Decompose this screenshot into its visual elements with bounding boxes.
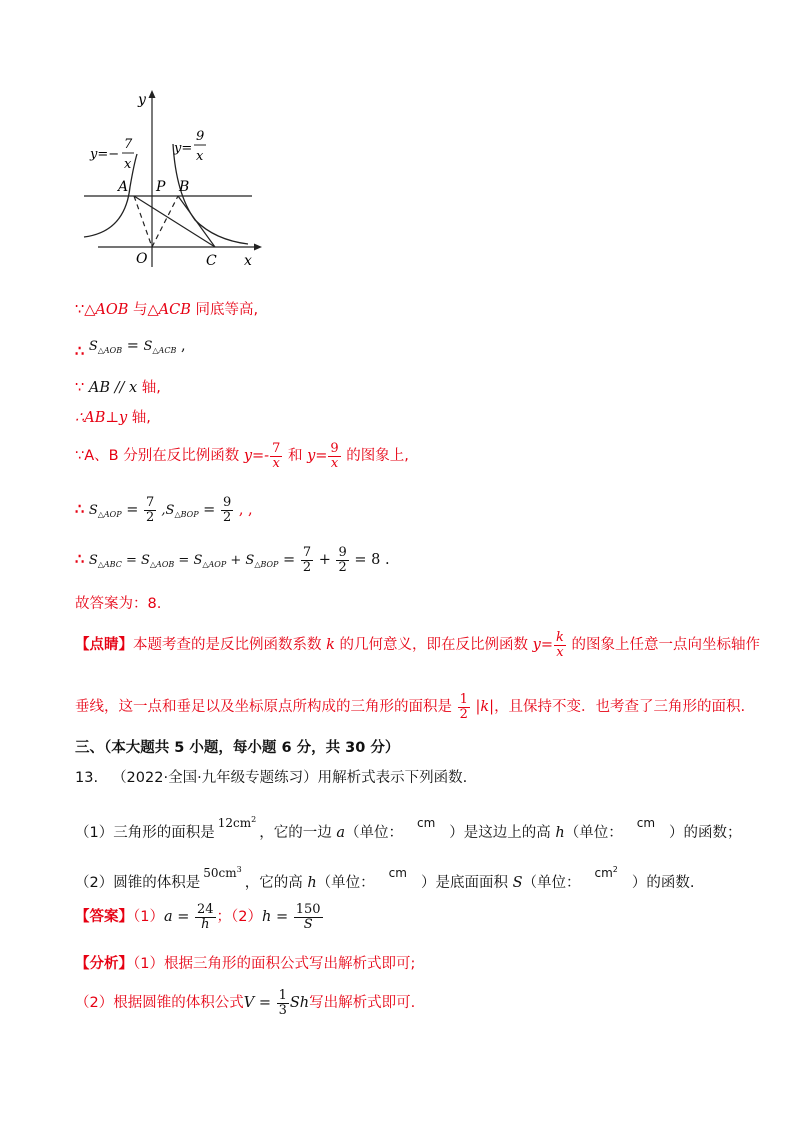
- exponent: 2: [251, 815, 257, 824]
- solution-line-1: [75, 300, 258, 320]
- answer-line: [75, 900, 324, 934]
- section-heading: 三、（本大题共 5 小题，每小题 6 分，共 30 分）: [75, 740, 400, 756]
- frac-denominator: 2: [459, 706, 468, 722]
- perpendicular-statement: ∴AB⊥y: [75, 410, 128, 426]
- exponent: 2: [612, 865, 618, 874]
- area-subscript: △ABC: [97, 560, 122, 569]
- comment-line-1: [75, 628, 760, 662]
- solution-line-4: [75, 408, 151, 428]
- because-symbol: ∵: [75, 302, 85, 318]
- function-lhs: y=: [307, 448, 328, 464]
- therefore-symbol: ∴: [75, 343, 85, 360]
- area-symbol: = S: [121, 553, 150, 568]
- label-a: A: [118, 179, 129, 195]
- part-text: ）的函数；: [669, 825, 742, 841]
- plus-sign: +: [314, 552, 336, 568]
- area-symbol: ,S: [157, 503, 175, 518]
- left-func-num: 7: [124, 137, 133, 152]
- question-13-title: [75, 768, 467, 788]
- part-text: （单位：: [564, 825, 623, 841]
- frac-denominator: x: [272, 455, 280, 471]
- abs-k: |k|: [470, 699, 495, 715]
- part-label: （1）: [133, 909, 164, 925]
- variable-h: h: [307, 875, 317, 891]
- line-end-text: , ,: [234, 502, 253, 518]
- line-end-text: 的图象上,: [341, 448, 409, 464]
- comment-text: 的几何意义，即在反比例函数: [334, 637, 533, 653]
- part-text: ）是这边上的高: [449, 825, 556, 841]
- label-p: P: [156, 179, 166, 195]
- analysis-line-1: [75, 954, 415, 974]
- y-axis-arrow: [149, 90, 156, 98]
- area-subscript: △AOB: [97, 346, 123, 355]
- frac-denominator: x: [330, 455, 339, 471]
- formula-rhs: Sh: [289, 995, 310, 1011]
- frac-denominator: 2: [338, 559, 347, 575]
- therefore-symbol: ∴: [75, 551, 85, 568]
- answer-lhs: a =: [163, 909, 194, 925]
- equals-sign: =: [122, 338, 144, 354]
- axis-text: 轴,: [141, 380, 161, 396]
- frac-denominator: h: [201, 916, 210, 932]
- analysis-text: （1）根据三角形的面积公式写出解析式即可;: [133, 956, 416, 972]
- triangle-acb: ACB: [158, 302, 191, 318]
- question-source: （2022·全国·九年级专题练习）用解析式表示下列函数.: [112, 770, 468, 786]
- right-func-den: x: [196, 149, 204, 164]
- area-subscript: △ACB: [152, 346, 177, 355]
- answer-lhs: h =: [262, 909, 293, 925]
- part-text: ，它的一边: [259, 825, 337, 841]
- frac-numerator: 9: [338, 544, 347, 560]
- unit-label: cm: [636, 816, 656, 830]
- equals-sign: =: [121, 502, 143, 518]
- final-answer: 故答案为：8.: [75, 596, 162, 612]
- comment-tag: 【点睛】: [75, 637, 133, 653]
- function-lhs: y=-: [243, 448, 270, 464]
- part-label: ；（2）: [216, 909, 263, 925]
- variable-h: h: [555, 825, 565, 841]
- frac-denominator: 2: [222, 509, 232, 525]
- part-text: （单位：: [344, 825, 403, 841]
- solution-line-5: [75, 440, 409, 472]
- label-c: C: [206, 253, 217, 269]
- part-text: ）的函数.: [631, 875, 695, 891]
- result-value: = 8 .: [349, 552, 390, 568]
- analysis-line-2: [75, 986, 415, 1020]
- function-lhs: y=: [532, 637, 553, 653]
- x-axis-arrow: [254, 244, 262, 251]
- unit-label: cm: [416, 816, 436, 830]
- comment-line-2: [75, 690, 745, 724]
- triangle-aob: △AOB: [84, 302, 129, 318]
- solution-line-6: [75, 494, 253, 531]
- axis-text: 轴,: [127, 410, 151, 426]
- label-y: y: [138, 92, 146, 108]
- frac-denominator: 2: [302, 559, 312, 575]
- question-number: 13.: [75, 770, 99, 786]
- frac-denominator: S: [303, 916, 313, 932]
- part-text: （单位：: [522, 875, 581, 891]
- area-symbol: S: [88, 339, 98, 354]
- exponent: 3: [236, 865, 242, 874]
- volume-value: 50cm: [203, 866, 237, 880]
- part-text: （单位：: [316, 875, 375, 891]
- frac-denominator: x: [556, 644, 564, 660]
- right-func-prefix: y=: [174, 141, 193, 156]
- area-subscript: △AOB: [149, 560, 175, 569]
- frac-numerator: 24: [197, 901, 214, 917]
- area-subscript: △AOP: [97, 510, 122, 519]
- frac-numerator: k: [555, 629, 564, 645]
- unit-label: cm: [594, 866, 613, 880]
- comment-text: 本题考查的是反比例函数系数: [133, 637, 327, 653]
- analysis-tag: 【分析】: [75, 956, 133, 972]
- question-13-part-2: [75, 856, 695, 897]
- variable-s: S: [512, 875, 523, 891]
- frac-numerator: 9: [330, 440, 339, 456]
- frac-numerator: 7: [272, 440, 281, 456]
- left-func-den: x: [124, 157, 132, 172]
- symbol-k: k: [326, 637, 335, 653]
- frac-denominator: 3: [278, 1002, 287, 1018]
- frac-numerator: 9: [222, 494, 232, 510]
- frac-denominator: 2: [146, 509, 155, 525]
- solution-line-3: [75, 378, 161, 398]
- label-x: x: [244, 253, 252, 269]
- area-symbol: = S: [174, 553, 203, 568]
- solution-line-2: ∴ $S_{\triangle AOB} = S_{\triangle ACB}$ ,: [75, 338, 186, 360]
- label-b: B: [179, 179, 190, 195]
- area-subscript: △BOP: [174, 510, 199, 519]
- hyperbola-figure: [70, 82, 270, 272]
- right-func-num: 9: [196, 129, 205, 144]
- therefore-symbol: ∴: [75, 501, 85, 518]
- question-13-part-1: [75, 806, 742, 847]
- part-text: （1）三角形的面积是: [75, 825, 215, 841]
- frac-numerator: 1: [278, 987, 287, 1003]
- solution-line-7: [75, 544, 390, 581]
- variable-a: a: [336, 825, 345, 841]
- frac-numerator: 1: [459, 691, 468, 707]
- frac-numerator: 7: [146, 494, 155, 510]
- area-value: 12cm: [217, 816, 252, 830]
- comment-text: 的图象上任意一点向坐标轴作: [566, 637, 760, 653]
- answer-tag: 【答案】: [75, 909, 133, 925]
- line-end-text: ,: [176, 338, 186, 354]
- formula-lhs: V =: [243, 995, 276, 1011]
- segment-ao-dashed: [134, 196, 152, 247]
- left-func-prefix: y=−: [90, 147, 120, 162]
- comment-text: 垂线，这一点和垂足以及坐标原点所构成的三角形的面积是: [75, 699, 457, 715]
- frac-numerator: 150: [295, 901, 321, 917]
- frac-numerator: 7: [302, 544, 312, 560]
- area-symbol: S: [88, 553, 98, 568]
- equals-sign: =: [278, 552, 300, 568]
- connector-text: 与△: [128, 302, 159, 318]
- area-symbol: S: [88, 503, 98, 518]
- area-subscript: △BOP: [254, 560, 279, 569]
- line-end-text: 同底等高,: [190, 302, 259, 318]
- equals-sign: =: [198, 502, 220, 518]
- label-o: O: [136, 251, 148, 267]
- parallel-statement: AB // x: [88, 380, 138, 396]
- analysis-text: 写出解析式即可.: [309, 995, 416, 1011]
- area-symbol: + S: [226, 553, 255, 568]
- part-text: ，它的高: [244, 875, 308, 891]
- comment-text: ，且保持不变．也考查了三角形的面积.: [494, 699, 746, 715]
- part-text: ）是底面面积: [420, 875, 513, 891]
- part-text: （2）圆锥的体积是: [75, 875, 201, 891]
- unit-label: cm: [388, 866, 407, 880]
- segment-bc: [178, 196, 215, 247]
- area-subscript: △AOP: [202, 560, 227, 569]
- statement-text: ∵A、B 分别在反比例函数: [75, 448, 244, 464]
- because-symbol: ∵: [75, 380, 85, 396]
- analysis-text: （2）根据圆锥的体积公式: [75, 995, 244, 1011]
- connector-text: 和: [283, 448, 308, 464]
